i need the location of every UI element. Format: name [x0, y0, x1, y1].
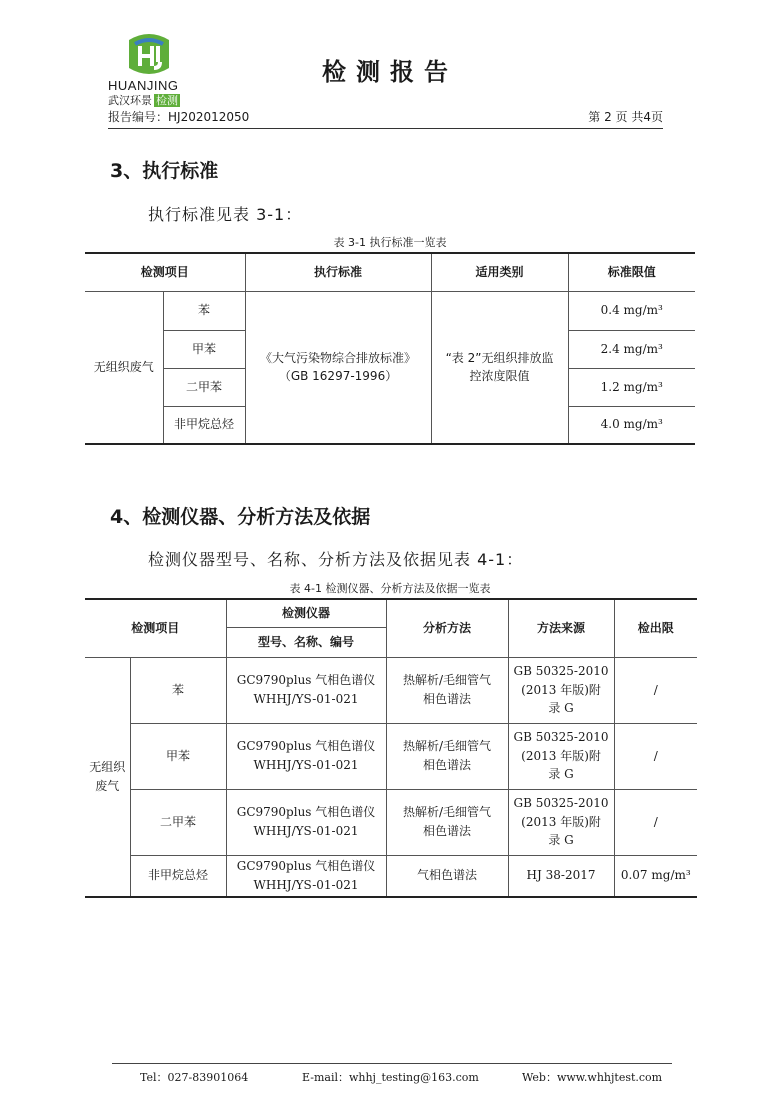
col-header-source: 方法来源 — [508, 599, 614, 657]
instrument-id: WHHJ/YS-01-021 — [253, 758, 359, 772]
item-cell: 二甲苯 — [163, 368, 245, 406]
section3-heading: 3、执行标准 — [110, 160, 219, 182]
detection-limit-cell: / — [614, 789, 697, 855]
col-header-item: 检测项目 — [85, 599, 226, 657]
section4-heading: 4、检测仪器、分析方法及依据 — [110, 506, 371, 528]
source-cell: HJ 38-2017 — [508, 855, 614, 897]
col-header-method: 分析方法 — [386, 599, 508, 657]
limit-cell: 4.0 mg/m³ — [568, 406, 695, 444]
class-cell — [431, 291, 568, 444]
source-line-3: 录 G — [548, 767, 574, 782]
limit-cell: 2.4 mg/m³ — [568, 330, 695, 368]
detection-limit-cell: 0.07 mg/m³ — [614, 855, 697, 897]
col-header-limit: 标准限值 — [568, 253, 695, 291]
source-line-3: 录 G — [548, 701, 574, 716]
method-cell — [386, 789, 508, 855]
col-header-standard: 执行标准 — [245, 253, 431, 291]
instrument-id: WHHJ/YS-01-021 — [253, 877, 359, 892]
item-cell: 非甲烷总烃 — [163, 406, 245, 444]
limit-cell: 1.2 mg/m³ — [568, 368, 695, 406]
category-cell: 无组织废气 — [85, 657, 130, 897]
class-line-2: 控浓度限值 — [469, 369, 530, 384]
item-cell: 非甲烷总烃 — [130, 855, 226, 897]
standard-code: （GB 16297-1996） — [278, 369, 398, 384]
source-line-1: GB 50325-2010 — [513, 796, 609, 811]
col-header-detection-limit: 检出限 — [614, 599, 697, 657]
instrument-model: GC9790plus 气相色谱仪 — [236, 739, 376, 754]
source-cell — [508, 789, 614, 855]
instrument-cell — [226, 789, 386, 855]
source-cell — [508, 657, 614, 723]
source-line-1: GB 50325-2010 — [513, 664, 609, 679]
source-line-2: (2013 年版)附 — [521, 682, 601, 697]
document-title: 检测报告 — [322, 58, 458, 86]
class-line-1: “表 2”无组织排放监 — [445, 350, 554, 365]
instrument-id: WHHJ/YS-01-021 — [253, 824, 359, 838]
standard-cell — [245, 291, 431, 444]
section4-intro: 检测仪器型号、名称、分析方法及依据见表 4-1： — [148, 550, 524, 569]
standard-name: 《大气污染物综合排放标准》 — [260, 350, 417, 365]
method-line-1: 热解析/毛细管气 — [402, 739, 492, 754]
item-cell: 二甲苯 — [130, 789, 226, 855]
source-cell — [508, 723, 614, 789]
instrument-model: GC9790plus 气相色谱仪 — [236, 673, 376, 688]
item-cell: 苯 — [163, 291, 245, 330]
instrument-model: GC9790plus 气相色谱仪 — [236, 859, 376, 874]
method-line-2: 相色谱法 — [423, 758, 472, 772]
instruments-table — [85, 598, 697, 898]
method-cell — [386, 723, 508, 789]
report-header-row — [108, 108, 663, 129]
detection-limit-cell: / — [614, 657, 697, 723]
report-number: 报告编号：HJ202012050 — [108, 110, 250, 124]
footer-tel: Tel：027-83901064 — [140, 1071, 249, 1084]
page-info: 第 2 页 共4页 — [588, 110, 663, 124]
logo-chinese-text — [108, 92, 180, 108]
category-cell: 无组织废气 — [85, 291, 163, 444]
method-line-2: 相色谱法 — [423, 824, 472, 838]
method-line-1: 热解析/毛细管气 — [402, 673, 492, 688]
col-header-instrument: 检测仪器 — [226, 599, 386, 627]
col-header-instrument-sub: 型号、名称、编号 — [226, 627, 386, 657]
item-cell: 甲苯 — [130, 723, 226, 789]
method-line-2: 相色谱法 — [423, 692, 472, 706]
item-cell: 甲苯 — [163, 330, 245, 368]
company-logo — [108, 32, 198, 107]
logo-cn-badge: 检测 — [156, 94, 178, 107]
page-footer — [112, 1063, 672, 1084]
instrument-cell — [226, 723, 386, 789]
standards-table — [85, 252, 695, 445]
source-line-2: (2013 年版)附 — [521, 748, 601, 763]
instrument-model: GC9790plus 气相色谱仪 — [236, 805, 376, 820]
source-line-3: 录 G — [548, 833, 574, 848]
hj-logo-icon — [125, 32, 173, 76]
method-cell — [386, 657, 508, 723]
method-cell: 气相色谱法 — [386, 855, 508, 897]
col-header-class: 适用类别 — [431, 253, 568, 291]
footer-email: E-mail：whhj_testing@163.com — [302, 1071, 479, 1084]
logo-english-text: HUANJING — [108, 78, 179, 93]
instrument-id: WHHJ/YS-01-021 — [253, 692, 359, 706]
table3-caption: 表 3-1 执行标准一览表 — [333, 236, 447, 249]
limit-cell: 0.4 mg/m³ — [568, 291, 695, 330]
table4-caption: 表 4-1 检测仪器、分析方法及依据一览表 — [289, 582, 491, 595]
logo-cn-name: 武汉环景 — [108, 94, 152, 107]
method-line-1: 热解析/毛细管气 — [402, 805, 492, 820]
source-line-2: (2013 年版)附 — [521, 814, 601, 829]
section3-intro: 执行标准见表 3-1： — [148, 205, 303, 224]
col-header-item: 检测项目 — [85, 253, 245, 291]
detection-limit-cell: / — [614, 723, 697, 789]
instrument-cell — [226, 855, 386, 897]
item-cell: 苯 — [130, 657, 226, 723]
instrument-cell — [226, 657, 386, 723]
source-line-1: GB 50325-2010 — [513, 730, 609, 745]
footer-web: Web：www.whhjtest.com — [522, 1071, 663, 1084]
